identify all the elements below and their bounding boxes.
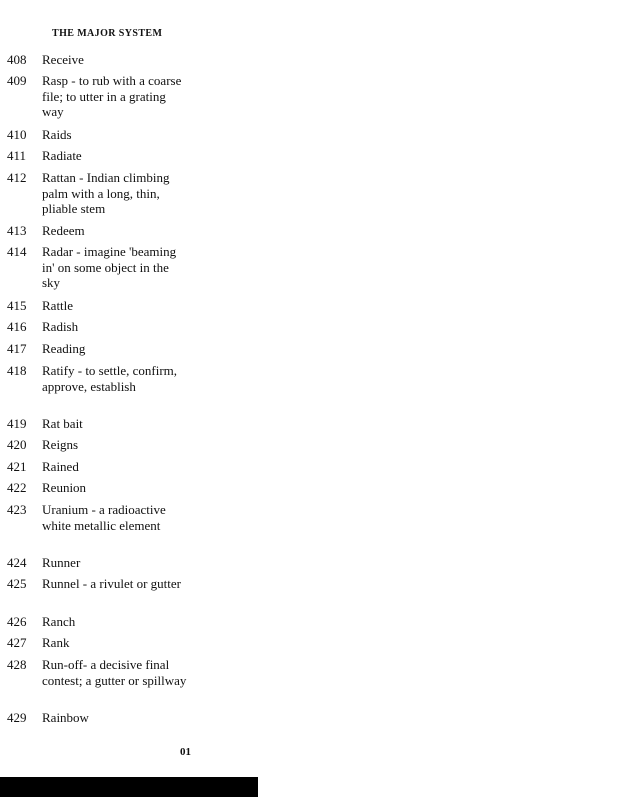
entry-text: Rainbow <box>42 710 89 725</box>
entry-number: 419 <box>7 416 27 431</box>
entry-number: 409 <box>7 73 27 88</box>
scan-edge-bar <box>0 777 258 797</box>
entry-number: 423 <box>7 502 27 517</box>
entry-number: 416 <box>7 319 27 334</box>
entry-number: 412 <box>7 170 27 185</box>
entry-number: 422 <box>7 480 27 495</box>
entry-text: Radar - imagine 'beaming in' on some object in the sky <box>42 244 177 290</box>
entry-number: 410 <box>7 127 27 142</box>
entry-number: 415 <box>7 298 27 313</box>
entry-number: 429 <box>7 710 27 725</box>
entry-text: Rasp - to rub with a coarse file; to utter in a grating way <box>42 73 182 119</box>
entry-text: Redeem <box>42 223 85 238</box>
entry-text: Reading <box>42 341 86 356</box>
entry-number: 421 <box>7 459 27 474</box>
entry-number: 417 <box>7 341 27 356</box>
entry-number: 420 <box>7 437 27 452</box>
entry-text: Runnel - a rivulet or gutter <box>42 576 181 591</box>
entry-text: Receive <box>42 52 84 67</box>
entry-number: 428 <box>7 657 27 672</box>
page-number: 01 <box>180 746 191 758</box>
entry-number: 427 <box>7 635 27 650</box>
entry-number: 413 <box>7 223 27 238</box>
entry-text: Radiate <box>42 148 82 163</box>
entry-text: Runner <box>42 555 81 570</box>
entry-text: Rat bait <box>42 416 83 431</box>
entry-text: Ratify - to settle, confirm, approve, establish <box>42 363 178 394</box>
entry-text: Reigns <box>42 437 79 452</box>
entry-number: 408 <box>7 52 27 67</box>
entry-text: Rained <box>42 459 79 474</box>
entry-text: Radish <box>42 319 79 334</box>
entry-text: Reunion <box>42 480 87 495</box>
page-header: THE MAJOR SYSTEM <box>52 28 163 39</box>
entry-number: 426 <box>7 614 27 629</box>
entry-text: Uranium - a radioactive white metallic element <box>42 502 166 533</box>
entry-text: Run-off- a decisive final contest; a gutter or spillway <box>42 657 187 688</box>
entry-text: Rattle <box>42 298 74 313</box>
entry-number: 418 <box>7 363 27 378</box>
entry-text: Raids <box>42 127 72 142</box>
entry-text: Ranch <box>42 614 76 629</box>
entry-list <box>0 0 260 760</box>
entry-number: 411 <box>7 148 27 163</box>
entry-number: 424 <box>7 555 27 570</box>
entry-number: 425 <box>7 576 27 591</box>
entry-text: Rank <box>42 635 70 650</box>
entry-number: 414 <box>7 244 27 259</box>
entry-text: Rattan - Indian climbing palm with a long, thin, pliable stem <box>42 170 170 216</box>
